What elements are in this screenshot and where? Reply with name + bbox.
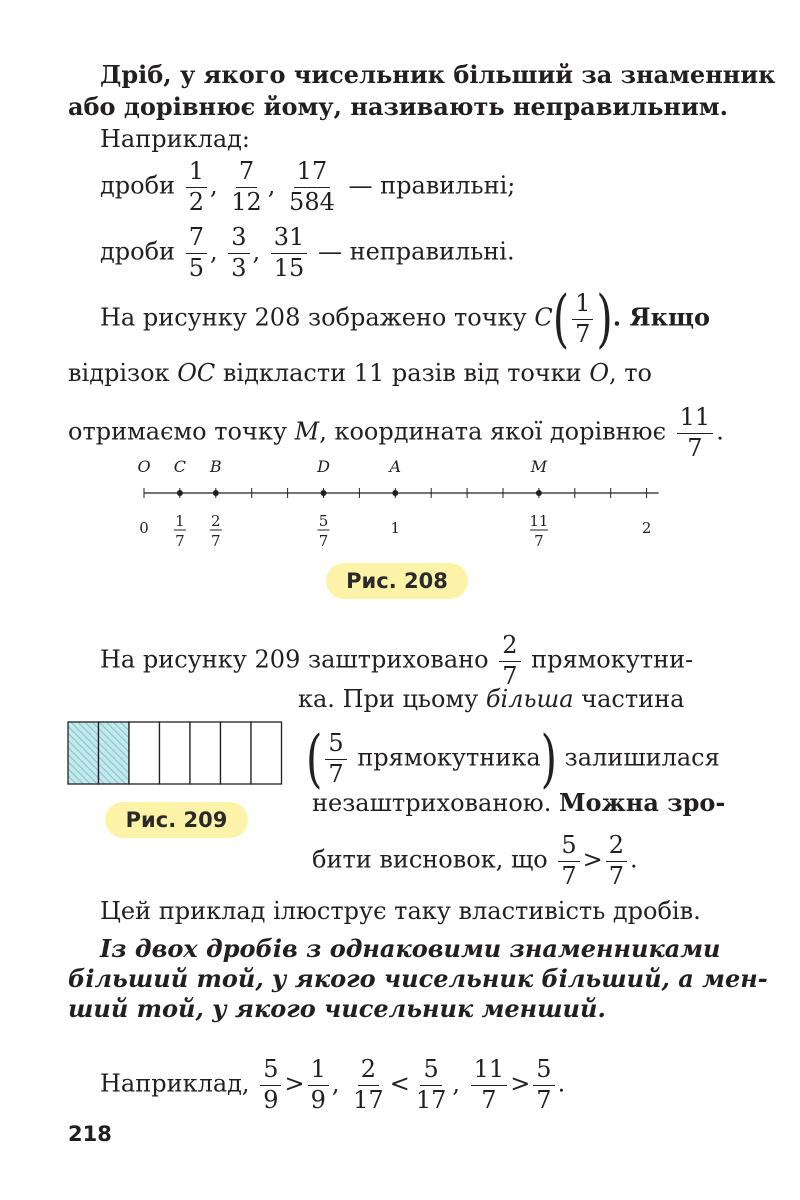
para209-line-1: На рисунку 209 заштриховано $\frac{2}{7}$ прямокутни-: [100, 631, 694, 690]
fraction: $\frac{1}{7}$: [572, 290, 593, 348]
fraction: $\frac{3}{3}$: [228, 224, 249, 282]
fraction: $\frac{5}{9}$: [260, 1056, 281, 1114]
unshaded-cell: [129, 722, 160, 784]
para209-line-2: ка. При цьому більша частина: [298, 685, 685, 713]
tick-label-denominator: 7: [534, 532, 544, 550]
fraction: $\frac{5}{7}$: [533, 1056, 554, 1114]
example2-line: Наприклад, $\frac{5}{9}$ > $\frac{1}{9}$ , $\frac{2}{17}$ < $\frac{5}{17}$ , $\frac{11}{7}$ > $\frac{5}{7}$ .: [100, 1055, 566, 1114]
tick-label: 1: [390, 519, 401, 537]
para208-line-2: відрізок OC відкласти 11 разів від точки O, то: [68, 359, 652, 387]
figure-209-caption: Рис. 209: [105, 802, 248, 838]
tick-label-numerator: 11: [529, 512, 549, 530]
para209-line-4: незаштрихованою. Можна зро-: [312, 788, 726, 817]
number-line-figure-208: [0, 448, 800, 560]
tick-label-denominator: 7: [211, 532, 221, 550]
fraction: $\frac{2}{7}$: [499, 632, 520, 690]
point-label-a: A: [389, 457, 402, 476]
fraction: $\frac{1}{2}$: [186, 158, 207, 216]
rectangle-figure-209: [66, 718, 290, 788]
conclusion-text: Цей приклад ілюструє таку властивість дробів.: [100, 897, 701, 925]
definition-line-1: Дріб, у якого чисельник більший за знаменник: [100, 60, 776, 89]
fraction: $\frac{2}{7}$: [606, 832, 627, 890]
tick-label-denominator: 7: [318, 532, 329, 550]
proper-fractions-line: дроби $\frac{1}{2}$ , $\frac{7}{12}$ , $\frac{17}{584}$ — правильні;: [100, 157, 516, 216]
fraction: $\frac{11}{7}$: [471, 1056, 508, 1114]
para208-line-1: На рисунку 208 зображено точку C( $\frac{1}{7}$ ). Якщо: [100, 281, 710, 356]
rule-line-1: Із двох дробів з однаковими знаменниками: [100, 934, 721, 963]
point-c-label: C: [534, 303, 553, 332]
point-dot: [536, 490, 542, 496]
point-label-c: C: [173, 457, 187, 476]
figure-208-caption: Рис. 208: [326, 563, 468, 599]
segment-oc: OC: [177, 359, 216, 387]
rule-line-2: більший той, у якого чисельник більший, а мен-: [68, 964, 768, 993]
fraction: $\frac{11}{7}$: [677, 404, 714, 462]
point-dot: [213, 490, 219, 496]
unshaded-cell: [251, 722, 282, 784]
tick-label-numerator: 2: [211, 512, 221, 530]
para208-line-3: отримаємо точку M, координата якої дорівнює $\frac{11}{7}$ .: [68, 403, 724, 462]
para209-line-3: ( $\frac{5}{7}$ прямокутника) залишилася: [306, 721, 720, 796]
point-dot: [177, 490, 183, 496]
fraction: $\frac{7}{5}$: [186, 224, 207, 282]
fraction: $\frac{5}{7}$: [558, 832, 579, 890]
point-label-d: D: [317, 457, 330, 476]
word-drobi: дроби: [100, 237, 176, 266]
shaded-cell: [99, 722, 130, 784]
unshaded-cell: [160, 722, 191, 784]
word-drobi: дроби: [100, 171, 176, 200]
fraction: $\frac{7}{12}$: [231, 157, 262, 216]
tick-label-denominator: 7: [175, 532, 185, 550]
tick-label: 0: [139, 519, 149, 537]
rule-line-3: ший той, у якого чисельник менший.: [68, 994, 606, 1023]
point-label-m: M: [530, 457, 548, 476]
improper-label: — неправильні.: [317, 237, 515, 266]
tick-label-numerator: 1: [175, 512, 185, 530]
fraction: $\frac{5}{7}$: [325, 730, 346, 788]
page-number: 218: [68, 1122, 112, 1146]
fraction: $\frac{5}{17}$: [415, 1055, 447, 1114]
definition-line-2: або дорівнює йому, називають неправильним.: [68, 92, 728, 121]
tick-label: 2: [641, 519, 652, 537]
unshaded-cell: [190, 722, 221, 784]
proper-label: — правильні;: [348, 171, 516, 200]
fraction: $\frac{1}{9}$: [308, 1056, 329, 1114]
fraction: $\frac{17}{584}$: [289, 157, 335, 216]
improper-fractions-line: дроби $\frac{7}{5}$ , $\frac{3}{3}$ , $\frac{31}{15}$ — неправильні.: [100, 223, 515, 282]
point-label-b: B: [209, 457, 222, 476]
para209-line-5: бити висновок, що $\frac{5}{7}$ > $\frac{2}{7}$ .: [312, 831, 638, 890]
point-dot: [321, 490, 327, 496]
tick-label-numerator: 5: [318, 512, 329, 530]
fraction: $\frac{2}{17}$: [353, 1055, 384, 1114]
example-intro: Наприклад:: [100, 125, 251, 153]
point-dot: [392, 490, 398, 496]
fraction: $\frac{31}{15}$: [271, 224, 308, 282]
shaded-cell: [68, 722, 99, 784]
unshaded-cell: [221, 722, 252, 784]
point-label-o: O: [137, 457, 151, 476]
